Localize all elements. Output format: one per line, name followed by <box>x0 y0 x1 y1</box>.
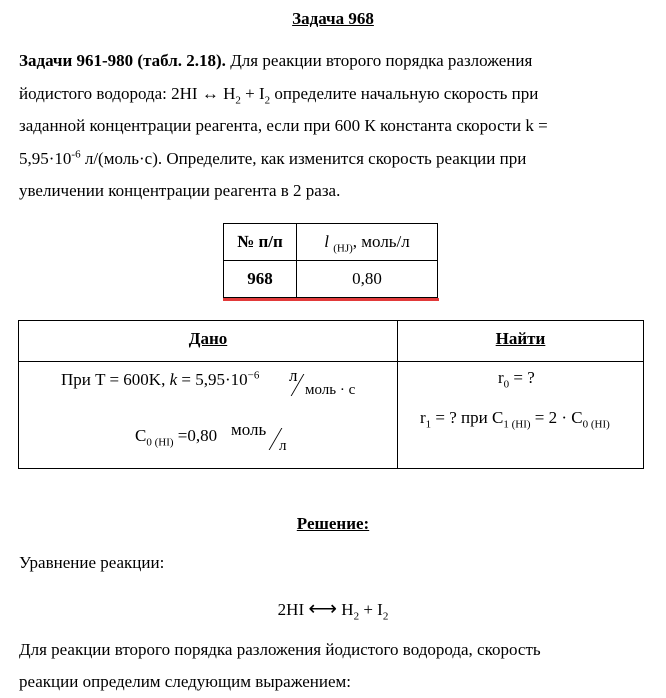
problem-line-4 <box>19 143 643 176</box>
problem-line-5: увеличении концентрации реагента в 2 раза. <box>19 181 341 200</box>
row-num-label: 968 <box>247 269 273 288</box>
table-row <box>224 261 438 298</box>
najti-header: Найти <box>398 321 644 362</box>
given-find-header-row <box>19 321 644 362</box>
r1-subscript: 1 <box>425 418 432 431</box>
given-c-unit-den: л <box>279 438 287 454</box>
given-k-unit-den: моль · с <box>305 382 356 398</box>
given-cell <box>19 362 398 469</box>
eq-subscript: 2 <box>382 610 389 623</box>
eq-left: 2HI <box>277 600 305 619</box>
r1-rest: = ? при <box>431 408 488 427</box>
conc-symbol: l <box>324 232 329 251</box>
given-c-value: =0,80 <box>173 426 218 445</box>
problem-line-3: заданной концентрации реагента, если при 600 К константа скорости k = <box>19 116 548 135</box>
problem-line-2-text-b: + I <box>240 83 265 103</box>
eq-right-a: H <box>341 600 354 619</box>
find-r1 <box>420 408 610 431</box>
reaction-equation <box>0 596 666 621</box>
problem-prefix: Задачи 961-980 (табл. 2.18). <box>19 51 226 70</box>
eq-arrow: ⟷ <box>308 598 338 620</box>
header-num <box>224 224 297 261</box>
solution-line-2: реакции определим следующим выражением: <box>19 672 351 691</box>
given-c-unit-num: моль <box>231 420 267 439</box>
red-underline <box>223 298 439 301</box>
problem-line-2 <box>19 78 643 111</box>
problem-statement <box>19 45 643 208</box>
problem-line-2-text-a: йодистого водорода: 2HI ↔ H <box>19 83 236 103</box>
given-find-body-row <box>19 362 644 469</box>
find-cell <box>398 362 644 469</box>
dano-header: Дано <box>19 321 398 362</box>
table-header-row <box>224 224 438 261</box>
r0-symbol: r <box>498 368 504 387</box>
given-c-symbol: C <box>135 426 147 445</box>
row-num <box>224 261 297 298</box>
r1-symbol: r <box>420 408 426 427</box>
conc-unit: , моль/л <box>352 232 410 251</box>
given-temp: При T = 600K, <box>61 370 166 389</box>
row-value: 0,80 <box>297 261 438 298</box>
exponent: -6 <box>71 147 81 160</box>
given-k-unit-num: л <box>289 366 298 385</box>
find-r0 <box>498 368 535 391</box>
conc-subscript: (HJ) <box>333 242 353 255</box>
problem-line-1-text: Для реакции второго порядка разложения <box>225 51 533 70</box>
given-find-table <box>18 320 644 469</box>
eq-subscript: 2 <box>353 610 360 623</box>
given-c-line <box>135 426 218 449</box>
given-k-exponent: −6 <box>247 369 260 382</box>
problem-line-4-text-b: л/(моль·с). Определите, как изменится скорость реакции при <box>80 148 527 168</box>
given-k-value: = 5,95·10 <box>177 370 248 389</box>
header-conc <box>297 224 438 261</box>
subscript: 2 <box>235 93 241 106</box>
subscript: 2 <box>264 93 271 106</box>
solution-header: Решение: <box>296 514 370 533</box>
header-num-label: № п/п <box>237 232 283 251</box>
solution-line-1: Для реакции второго порядка разложения йодистого водорода, скорость <box>19 640 541 659</box>
c1-subscript: 1 (HI) <box>503 418 531 431</box>
r0-rest: = ? <box>509 368 535 387</box>
find-eq: = 2 · C <box>530 408 583 427</box>
variant-table <box>223 223 438 298</box>
c0-subscript: 0 (HI) <box>582 418 610 431</box>
solution-text <box>19 634 643 698</box>
eq-right-b: + I <box>359 600 383 619</box>
problem-line-2-text-c: определите начальную скорость при <box>270 83 539 103</box>
problem-line-1 <box>19 45 643 78</box>
problem-line-4-text-a: 5,95·10 <box>19 148 72 168</box>
given-k-symbol: k <box>169 370 178 389</box>
given-k-line <box>61 370 259 390</box>
equation-label: Уравнение реакции: <box>19 553 165 572</box>
given-c-subscript: 0 (HI) <box>146 436 174 449</box>
c1-symbol: C <box>492 408 504 427</box>
r0-subscript: 0 <box>503 378 510 391</box>
page-title: Задача 968 <box>292 9 374 28</box>
